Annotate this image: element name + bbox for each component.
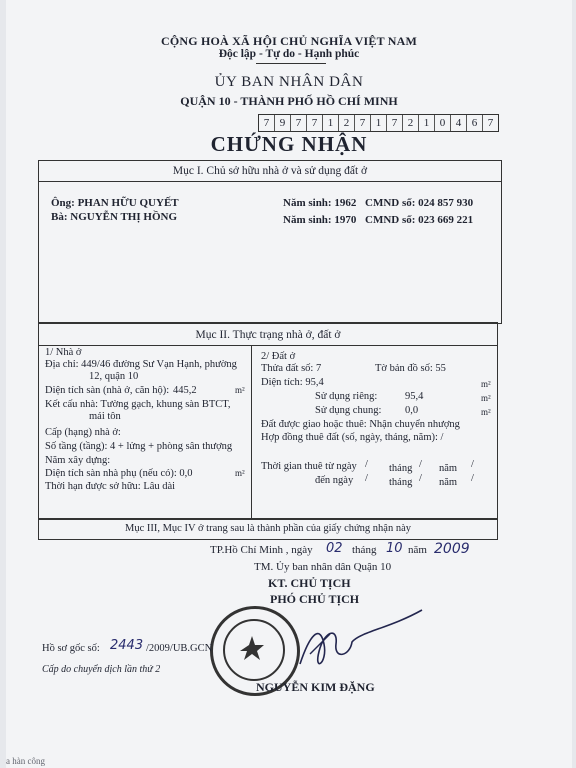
issuer-title: ỦY BAN NHÂN DÂN (214, 74, 364, 90)
house-floor-area-unit: m² (235, 385, 245, 395)
serial-digit: 9 (275, 115, 291, 131)
house-floors: Số tầng (tầng): 4 + lửng + phòng sân thượng (45, 441, 233, 452)
house-year-built: Năm xây dựng: (45, 455, 111, 466)
land-area-unit: m² (481, 379, 491, 389)
section1-box (38, 160, 502, 324)
vice-chairman: PHÓ CHỦ TỊCH (270, 592, 360, 606)
owner2-id: CMND số: 023 669 221 (365, 214, 474, 226)
land-private-unit: m² (481, 393, 491, 403)
serial-digit: 7 (259, 115, 275, 131)
star-emblem-icon (239, 635, 265, 661)
section1-title: Mục I. Chủ sở hữu nhà ở và sử dụng đất ở (172, 165, 368, 177)
land-lease-from-month: tháng (389, 463, 413, 474)
owner1-name: Ông: PHAN HỮU QUYẾT (51, 197, 179, 209)
certificate-page (6, 0, 572, 768)
land-plot-number: Thửa đất số: 7 (261, 363, 322, 374)
handwritten-signature (290, 604, 430, 684)
land-lease-from-year: năm (439, 463, 458, 474)
record-suffix: /2009/UB.GCN (146, 643, 213, 654)
national-title: CỘNG HOÀ XÃ HỘI CHỦ NGHĨA VIỆT NAM (160, 34, 418, 48)
house-aux-area: Diện tích sàn nhà phụ (nếu có): 0,0 (45, 468, 193, 479)
land-private-use-value: 95,4 (405, 391, 424, 402)
land-private-use-label: Sử dụng riêng: (315, 391, 378, 402)
owner2-dob: Năm sinh: 1970 (283, 214, 357, 226)
serial-digit: 7 (307, 115, 323, 131)
land-heading: 2/ Đất ở (261, 351, 296, 362)
serial-digit: 1 (371, 115, 387, 131)
issuer-district: QUẬN 10 - THÀNH PHỐ HỒ CHÍ MINH (180, 94, 398, 108)
certificate-title: CHỨNG NHẬN (210, 132, 368, 156)
land-lease-from: Thời gian thuê từ ngày (261, 461, 357, 472)
land-lease-to-slash: / (365, 473, 368, 484)
record-prefix: Hồ sơ gốc số: (42, 643, 100, 654)
section3-note: Mục III, Mục IV ở trang sau là thành phần của giấy chứng nhận này (124, 523, 411, 534)
house-structure-line2: mái tôn (89, 411, 121, 422)
serial-digit: 0 (435, 115, 451, 131)
serial-digit: 7 (291, 115, 307, 131)
section2-box (38, 322, 498, 520)
on-behalf-line: TM. Ủy ban nhân dân Quận 10 (254, 561, 392, 573)
owner1-id: CMND số: 024 857 930 (365, 197, 474, 209)
land-shared-use-value: 0,0 (405, 405, 419, 416)
house-heading: 1/ Nhà ở (45, 347, 82, 358)
land-lease-from-month-slash: / (419, 459, 422, 470)
serial-digit: 7 (355, 115, 371, 131)
land-shared-unit: m² (481, 407, 491, 417)
motto-underline (256, 63, 326, 64)
kt-chairman: KT. CHỦ TỊCH (268, 576, 351, 590)
owner2-name: Bà: NGUYỄN THỊ HỒNG (51, 211, 178, 223)
section2-divider (39, 345, 497, 346)
section1-divider (39, 181, 501, 182)
section2-column-divider (251, 345, 252, 519)
serial-digit: 1 (419, 115, 435, 131)
serial-digit: 2 (403, 115, 419, 131)
land-lease-from-year-slash: / (471, 459, 474, 470)
owner1-dob: Năm sinh: 1962 (283, 197, 357, 209)
serial-digit: 2 (339, 115, 355, 131)
land-allocation: Đất được giao hoặc thuê: Nhận chuyển nhượng (261, 419, 460, 430)
record-number: 2443 (110, 638, 144, 653)
date-prefix: TP.Hồ Chí Minh , ngày (210, 544, 313, 556)
house-ownership-term: Thời hạn được sở hữu: Lâu dài (45, 481, 176, 492)
land-lease-contract: Hợp đồng thuê đất (số, ngày, tháng, năm): / (261, 432, 444, 443)
house-aux-area-unit: m² (235, 468, 245, 478)
date-year: 2009 (434, 541, 470, 557)
land-area: Diện tích: 95,4 (261, 377, 324, 388)
signer-name: NGUYỄN KIM ĐẶNG (256, 680, 375, 694)
house-floor-area-value: 445,2 (173, 385, 197, 396)
land-lease-to: đến ngày (315, 475, 354, 486)
land-lease-to-month-slash: / (419, 473, 422, 484)
serial-digit: 7 (487, 117, 494, 129)
land-lease-from-slash: / (365, 459, 368, 470)
house-address-line1: Địa chỉ: 449/46 đường Sư Vạn Hạnh, phường (45, 359, 237, 370)
section3-note-box (38, 518, 498, 540)
land-map-number: Tờ bản đồ số: 55 (375, 363, 446, 374)
bottom-fragment-text: a hàn công (6, 756, 45, 766)
national-motto: Độc lập - Tự do - Hạnh phúc (218, 48, 360, 60)
house-structure-line1: Kết cấu nhà: Tường gạch, khung sàn BTCT, (45, 399, 231, 410)
house-grade: Cấp (hạng) nhà ở: (45, 427, 121, 438)
serial-number-box (258, 114, 499, 132)
house-address-line2: 12, quận 10 (89, 371, 139, 382)
serial-digit: 7 (387, 115, 403, 131)
section2-title: Mục II. Thực trạng nhà ở, đất ở (195, 329, 341, 341)
house-floor-area-label: Diện tích sàn (nhà ở, căn hộ): (45, 385, 170, 396)
date-day: 02 (326, 541, 343, 556)
land-lease-to-month: tháng (389, 477, 413, 488)
serial-digit: 4 (451, 115, 467, 131)
serial-digit: 1 (323, 115, 339, 131)
date-year-label: năm (408, 544, 427, 556)
serial-digit: 6 (467, 115, 483, 131)
date-month: 10 (386, 541, 403, 556)
land-shared-use-label: Sử dụng chung: (315, 405, 382, 416)
date-month-label: tháng (352, 544, 377, 556)
land-lease-to-year-slash: / (471, 473, 474, 484)
land-lease-to-year: năm (439, 477, 458, 488)
transfer-note: Cấp do chuyển dịch lần thứ 2 (42, 664, 161, 675)
